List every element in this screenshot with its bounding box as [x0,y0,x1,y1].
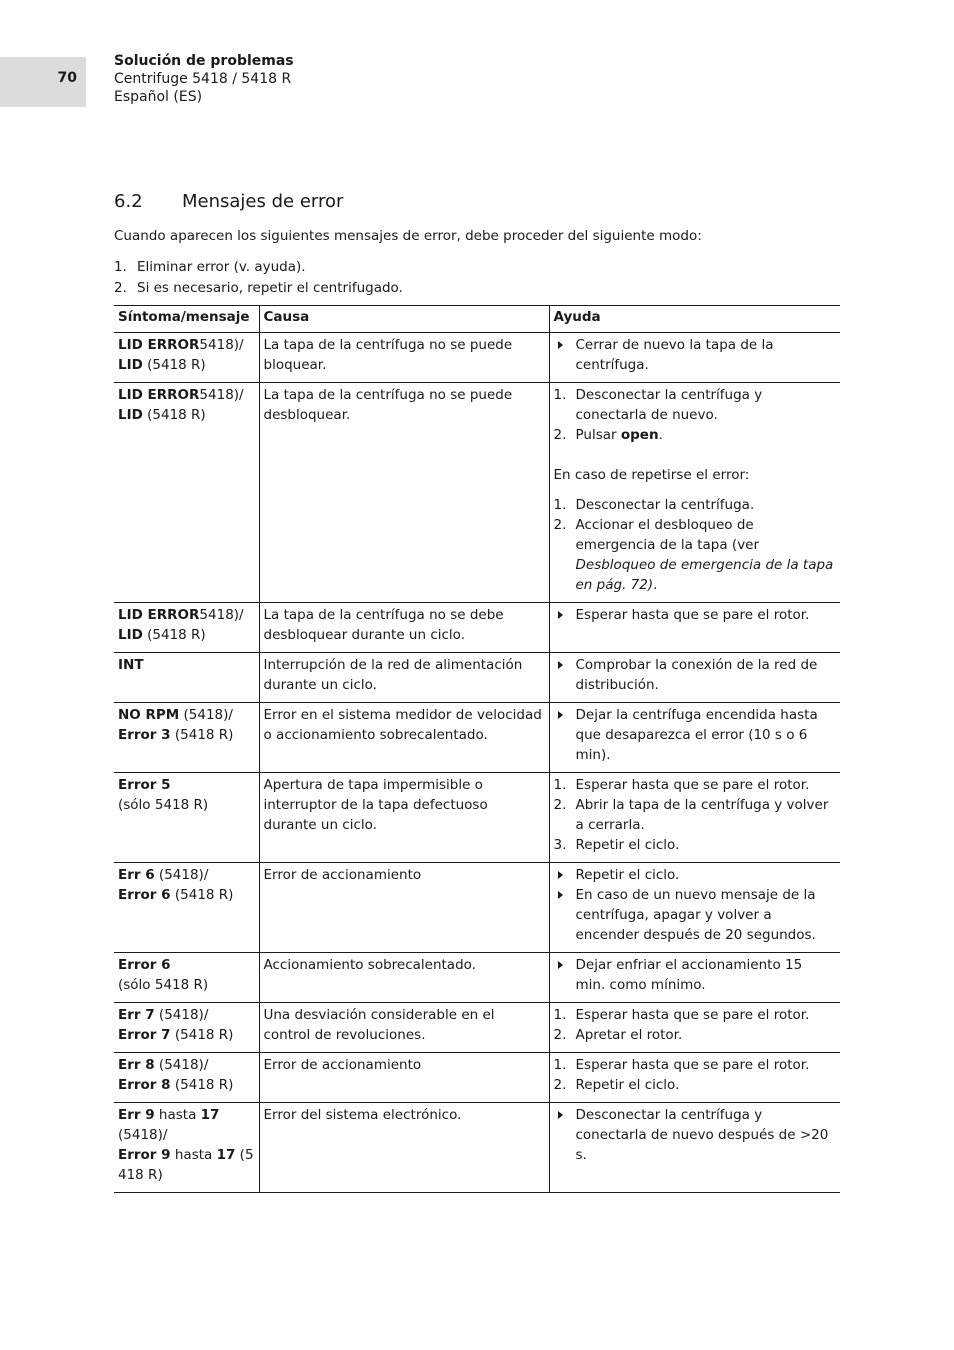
cause-cell: Interrupción de la red de alimentación durante un ciclo. [259,653,549,703]
table-row [114,333,840,383]
table-row [114,863,840,953]
help-cell: Desconectar la centrífuga y conectarla de nuevo después de >20 s. [549,1103,840,1193]
cause-cell: Error de accionamiento [259,1053,549,1103]
cause-cell: Error de accionamiento [259,863,549,953]
header-language: Español (ES) [114,89,203,105]
procedure-steps [114,257,403,299]
column-header-symptom: Síntoma/mensaje [114,306,259,333]
help-cell: Repetir el ciclo. En caso de un nuevo mensaje de la centrífuga, apagar y volver a encender después de 20 segundos. [549,863,840,953]
table-row [114,1053,840,1103]
symptom-cell: Error 5 (sólo 5418 R) [114,773,259,863]
arrow-bullet-icon [558,711,563,719]
arrow-bullet-icon [558,1111,563,1119]
symptom-cell: Error 6 (sólo 5418 R) [114,953,259,1003]
help-cell: 1. Esperar hasta que se pare el rotor. 2. Abrir la tapa de la centrífuga y volver a cerrarla. 3. Repetir el ciclo. [549,773,840,863]
cause-cell: La tapa de la centrífuga no se puede bloquear. [259,333,549,383]
repeat-note: En caso de repetirse el error: [553,467,750,483]
table-row [114,1103,840,1193]
symptom-cell: Err 8 (5418)/ Error 8 (5418 R) [114,1053,259,1103]
page-number-tab [0,57,86,107]
symptom-cell: NO RPM (5418)/ Error 3 (5418 R) [114,703,259,773]
symptom-cell: LID ERROR5418)/ LID (5418 R) [114,333,259,383]
help-cell: Dejar la centrífuga encendida hasta que desaparezca el error (10 s o 6 min). [549,703,840,773]
table-row [114,1003,840,1053]
section-heading [114,191,343,212]
cross-reference-link[interactable]: Desbloqueo de emergencia de la tapa en pág. 72) [575,557,834,593]
cause-cell: Error en el sistema medidor de velocidad o accionamiento sobrecalentado. [259,703,549,773]
procedure-step: 1. Eliminar error (v. ayuda). [114,259,306,275]
arrow-bullet-icon [558,891,563,899]
table-row [114,653,840,703]
intro-paragraph: Cuando aparecen los siguientes mensajes de error, debe proceder del siguiente modo: [114,228,702,244]
symptom-cell: INT [114,653,259,703]
help-cell: 1. Desconectar la centrífuga y conectarla de nuevo. 2. Pulsar open. En caso de repetirse el error: 1. Desconectar la centrífuga. 2. Accionar el desbloqueo de emergencia de la tapa (ver Desbloqueo de emergencia de la tapa en pág. 72). [549,383,840,603]
arrow-bullet-icon [558,871,563,879]
symptom-cell: LID ERROR5418)/ LID (5418 R) [114,603,259,653]
cause-cell: La tapa de la centrífuga no se debe desbloquear durante un ciclo. [259,603,549,653]
cause-cell: Accionamiento sobrecalentado. [259,953,549,1003]
section-number: 6.2 [114,191,143,212]
column-header-cause: Causa [259,306,549,333]
help-cell: Dejar enfriar el accionamiento 15 min. como mínimo. [549,953,840,1003]
table-row [114,603,840,653]
symptom-cell: Err 9 hasta 17 (5418)/ Error 9 hasta 17 (5 418 R) [114,1103,259,1193]
cause-cell: La tapa de la centrífuga no se puede desbloquear. [259,383,549,603]
table-row [114,773,840,863]
help-cell: 1. Esperar hasta que se pare el rotor. 2. Repetir el ciclo. [549,1053,840,1103]
symptom-cell: Err 6 (5418)/ Error 6 (5418 R) [114,863,259,953]
cause-cell: Apertura de tapa impermisible o interruptor de la tapa defectuoso durante un ciclo. [259,773,549,863]
help-cell: Esperar hasta que se pare el rotor. [549,603,840,653]
column-header-help: Ayuda [549,306,840,333]
arrow-bullet-icon [558,661,563,669]
table-header-row [114,306,840,333]
help-cell: Comprobar la conexión de la red de distribución. [549,653,840,703]
error-messages-table [114,305,840,1193]
help-cell: 1. Esperar hasta que se pare el rotor. 2. Apretar el rotor. [549,1003,840,1053]
page-number: 70 [57,70,77,86]
table-row [114,703,840,773]
section-title: Mensajes de error [182,191,344,212]
arrow-bullet-icon [558,341,563,349]
procedure-step: 2. Si es necesario, repetir el centrifugado. [114,280,403,296]
running-header [114,52,294,106]
table-row [114,953,840,1003]
arrow-bullet-icon [558,961,563,969]
symptom-cell: Err 7 (5418)/ Error 7 (5418 R) [114,1003,259,1053]
header-product: Centrifuge 5418 / 5418 R [114,71,292,87]
cause-cell: Error del sistema electrónico. [259,1103,549,1193]
table-row [114,383,840,603]
header-section: Solución de problemas [114,53,294,69]
symptom-cell: LID ERROR5418)/ LID (5418 R) [114,383,259,603]
cause-cell: Una desviación considerable en el control de revoluciones. [259,1003,549,1053]
arrow-bullet-icon [558,611,563,619]
help-cell: Cerrar de nuevo la tapa de la centrífuga. [549,333,840,383]
